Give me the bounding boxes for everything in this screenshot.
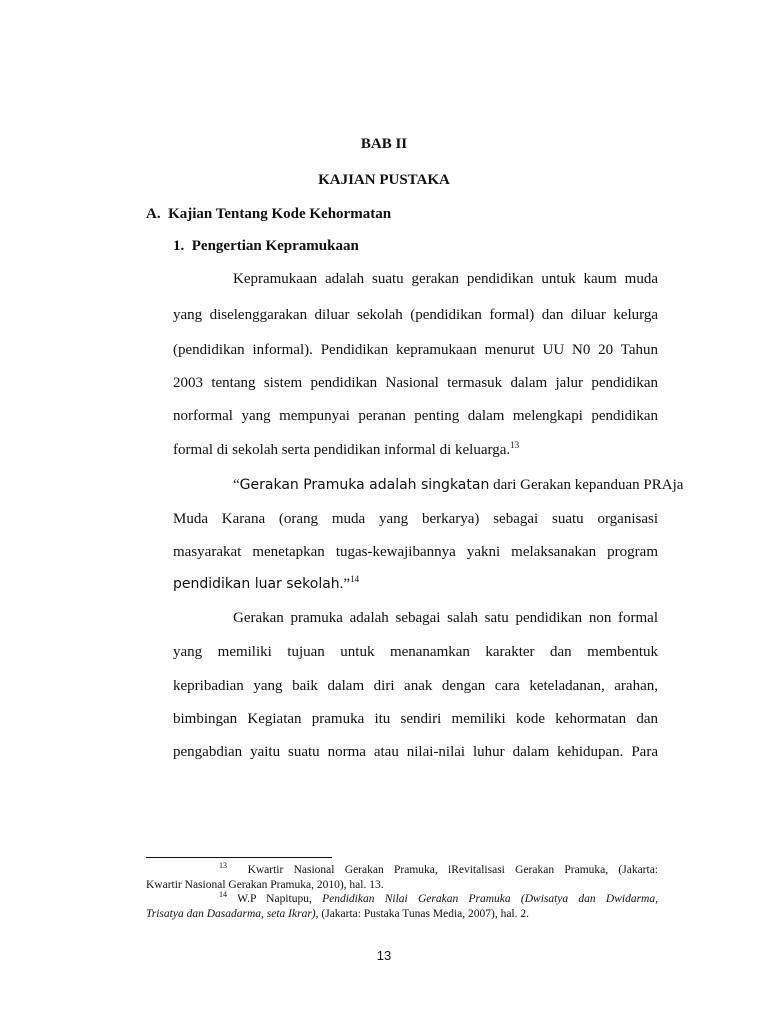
paragraph-text: formal di sekolah serta pendidikan informal di keluarga. xyxy=(173,442,511,458)
paragraph-line: Gerakan pramuka adalah sebagai salah satu pendidikan non formal xyxy=(233,610,658,626)
paragraph-line: 2003 tentang sistem pendidikan Nasional termasuk dalam jalur pendidikan xyxy=(173,375,658,391)
paragraph-line: pengabdian yaitu suatu norma atau nilai-nilai luhur dalam kehidupan. Para xyxy=(173,744,658,760)
close-quote: .” xyxy=(339,576,351,592)
quote-last-line xyxy=(173,575,658,593)
paragraph-line: (pendidikan informal). Pendidikan kepramukaan menurut UU N0 20 Tahun xyxy=(173,342,658,358)
footnote-text: Kwartir Nasional Gerakan Pramuka, iRevitalisasi Gerakan Pramuka, (Jakarta: xyxy=(247,864,658,876)
footnote-13-line: Kwartir Nasional Gerakan Pramuka, 2010), hal. 13. xyxy=(146,879,384,891)
section-label: A. xyxy=(146,206,161,222)
footnote-separator xyxy=(146,857,332,858)
open-quote: “ xyxy=(233,477,240,493)
footnote-14-line xyxy=(146,907,658,921)
paragraph-line: yang diselenggarakan diluar sekolah (pendidikan formal) dan diluar kelurga xyxy=(173,307,658,323)
footnote-ref-14: 14 xyxy=(350,574,360,584)
quote-line: Muda Karana (orang muda yang berkarya) sebagai suatu organisasi xyxy=(173,511,658,527)
quote-line: masyarakat menetapkan tugas-kewajibannya yakni melaksanakan program xyxy=(173,544,658,560)
chapter-title: KAJIAN PUSTAKA xyxy=(318,172,450,188)
paragraph-line: kepribadian yang baik dalam diri anak dengan cara keteladanan, arahan, xyxy=(173,678,658,694)
chapter-number: BAB II xyxy=(360,136,408,152)
page-number: 13 xyxy=(376,948,392,963)
subsection-label: 1. xyxy=(173,238,185,254)
section-title: Kajian Tentang Kode Kehormatan xyxy=(168,206,392,222)
quote-sans-phrase: pendidikan luar sekolah xyxy=(173,576,340,592)
footnote-14-line xyxy=(219,892,658,906)
footnote-number: 14 xyxy=(219,890,227,900)
footnote-text: (Jakarta: Pustaka Tunas Media, 2007), hal. 2. xyxy=(318,908,530,920)
quote-text: dari Gerakan kepanduan PRAja xyxy=(489,477,684,493)
footnote-13-line xyxy=(219,863,658,877)
paragraph-line: yang memiliki tujuan untuk menanamkan karakter dan membentuk xyxy=(173,644,658,660)
section-heading xyxy=(146,206,391,223)
paragraph-line: bimbingan Kegiatan pramuka itu sendiri memiliki kode kehormatan dan xyxy=(173,711,658,727)
quote-line xyxy=(233,476,684,494)
footnote-ref-13: 13 xyxy=(510,440,520,450)
paragraph-line: Kepramukaan adalah suatu gerakan pendidikan untuk kaum muda xyxy=(233,271,658,287)
footnote-text: W.P Napitupu, xyxy=(237,893,323,905)
subsection-title: Pengertian Kepramukaan xyxy=(191,238,359,254)
paragraph-last-line xyxy=(173,441,658,459)
quote-sans-phrase: Gerakan Pramuka adalah singkatan xyxy=(239,477,490,493)
paragraph-line: norformal yang mempunyai peranan penting dalam melengkapi pendidikan xyxy=(173,408,658,424)
footnote-number: 13 xyxy=(219,861,227,871)
footnote-italic-title: Pendidikan Nilai Gerakan Pramuka (Dwisatya dan Dwidarma, xyxy=(322,893,658,905)
subsection-heading xyxy=(173,238,359,255)
footnote-italic-title: Trisatya dan Dasadarma, seta Ikrar), xyxy=(146,908,319,920)
